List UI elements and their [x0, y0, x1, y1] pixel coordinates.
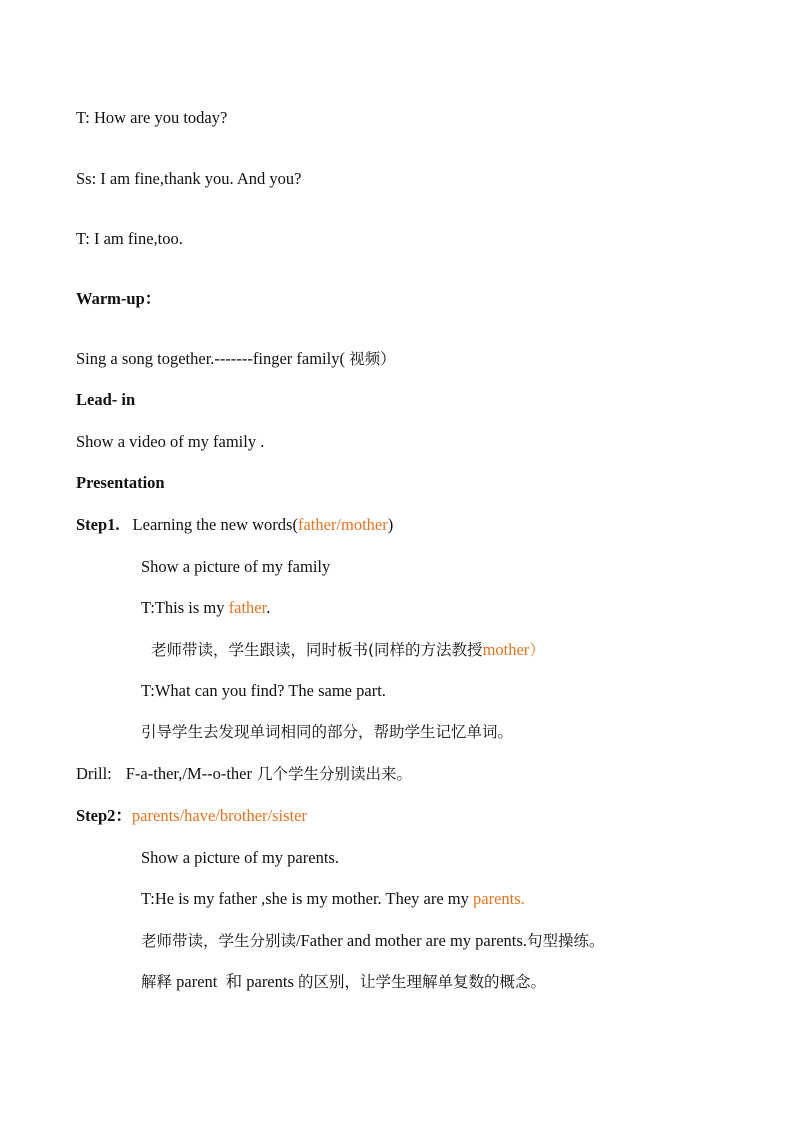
lead-in-heading: Lead- in — [76, 390, 136, 409]
step1-highlight: father/mother — [297, 515, 388, 534]
step2-teacher-note — [141, 931, 604, 951]
step1-this-is-word: father — [228, 598, 267, 617]
step2-explain-en: parent 和 parents — [172, 972, 299, 991]
drill-words: F-a-ther,/M--o-ther — [125, 764, 252, 783]
warmup-sing-text: Sing a song together.-------finger family( — [76, 349, 350, 368]
step2-note-en: /Father and mother are my parents. — [296, 931, 527, 950]
step1-this-is-period: . — [266, 598, 271, 617]
step1-teacher-note-paren: ） — [529, 641, 545, 659]
warmup-sing-paren: ） — [380, 350, 396, 368]
step2-note-cjk-2: 句型操练。 — [526, 932, 605, 950]
step1-show-picture: Show a picture of my family — [141, 557, 331, 576]
step1-guide-note: 引导学生去发现单词相同的部分，帮助学生记忆单词。 — [141, 723, 514, 741]
step1-line — [76, 515, 393, 535]
step2-note-cjk-1: 老师带读，学生分别读 — [141, 932, 297, 950]
step2-show-picture: Show a picture of my parents. — [141, 848, 339, 867]
dialogue-students-answer: Ss: I am fine,thank you. And you? — [76, 169, 302, 188]
step2-explain-cjk-1: 解释 — [141, 973, 173, 991]
step1-teacher-note — [151, 640, 545, 660]
step1-this-is-text: T:This is my — [141, 598, 229, 617]
warmup-sing-line — [76, 349, 396, 369]
warmup-sing-video: 视频 — [349, 350, 381, 368]
step2-explain — [141, 972, 546, 992]
drill-note: 几个学生分别读出来。 — [257, 765, 413, 783]
warmup-heading: Warm-up： — [76, 289, 162, 308]
step1-text: Learning the new words( — [132, 515, 298, 534]
drill-line — [76, 764, 412, 784]
drill-label: Drill: — [76, 764, 112, 783]
step1-teacher-note-word: mother — [482, 640, 530, 659]
step1-this-is-line — [141, 598, 270, 618]
step1-label: Step1. — [76, 515, 120, 534]
step1-what-find: T:What can you find? The same part. — [141, 681, 386, 700]
dialogue-teacher-question: T: How are you today? — [76, 108, 228, 127]
step2-he-is-line — [141, 889, 525, 909]
presentation-heading: Presentation — [76, 473, 165, 492]
step2-highlight: parents/have/brother/sister — [131, 806, 307, 825]
lead-in-text: Show a video of my family . — [76, 432, 265, 451]
step1-paren: ) — [387, 515, 394, 534]
step2-he-is-word: parents. — [473, 889, 525, 908]
step1-teacher-note-text: 老师带读，学生跟读，同时板书(同样的方法教授 — [151, 641, 483, 659]
step2-he-is-text: T:He is my father ,she is my mother. They are my — [141, 889, 474, 908]
dialogue-teacher-answer: T: I am fine,too. — [76, 229, 183, 248]
step2-explain-cjk-2: 的区别，让学生理解单复数的概念。 — [298, 973, 547, 991]
step2-line — [76, 806, 307, 826]
step2-label: Step2： — [76, 806, 132, 825]
